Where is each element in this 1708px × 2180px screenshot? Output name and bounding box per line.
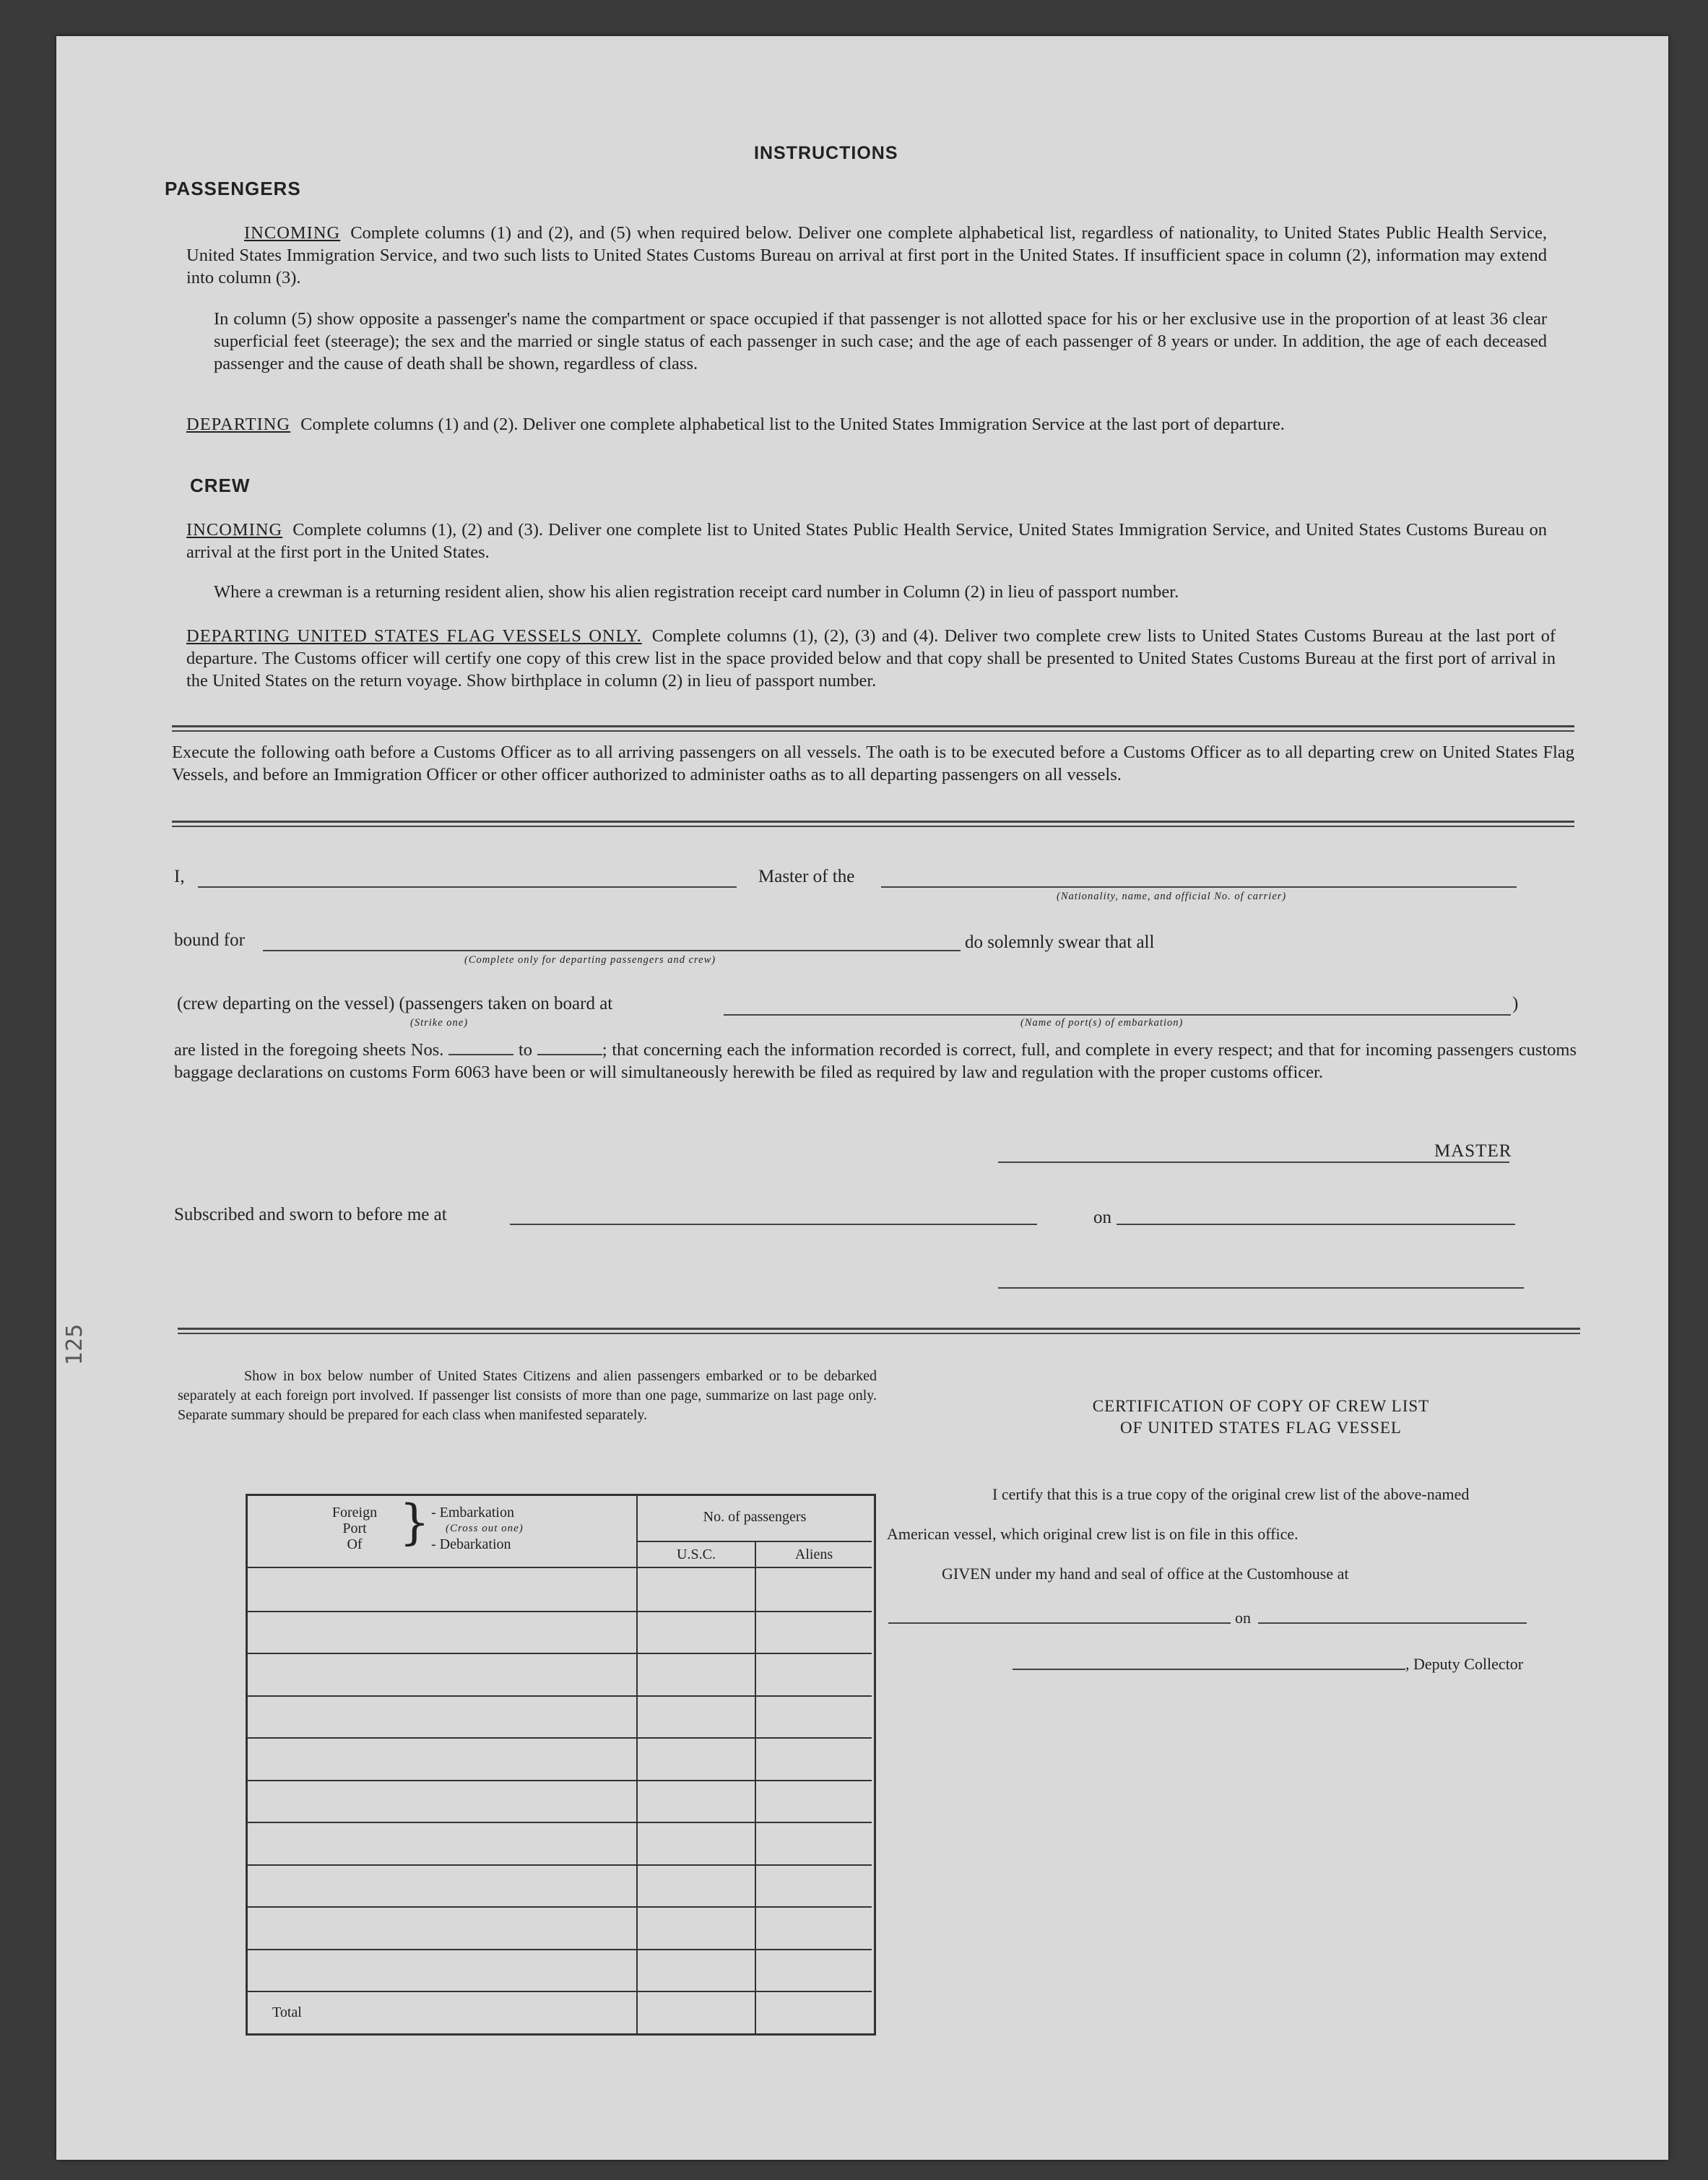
departing-flag-paragraph	[186, 625, 1556, 692]
incoming-passengers-lead: INCOMING	[244, 223, 341, 243]
foreign-port-header	[318, 1505, 391, 1552]
usc-header: U.S.C.	[677, 1547, 716, 1562]
table-row-separator	[248, 1653, 872, 1654]
no-passengers-header: No. of passengers	[703, 1509, 807, 1525]
departing-flag-lead: DEPARTING UNITED STATES FLAG VESSELS ONLY.	[186, 626, 642, 646]
departing-passengers-lead: DEPARTING	[186, 415, 291, 434]
foreign-label: Foreign	[331, 1505, 378, 1521]
port-caption: (Name of port(s) of embarkation)	[1020, 1017, 1184, 1029]
table-header-bottom	[248, 1567, 872, 1568]
section-divider-1	[172, 725, 1574, 732]
sheets-to-label: to	[518, 1040, 532, 1060]
table-row-separator	[248, 1949, 872, 1950]
section-divider-2	[172, 821, 1574, 827]
table-row-separator	[248, 1611, 872, 1612]
departing-passengers-paragraph	[186, 413, 1547, 436]
deputy-collector-signature-field[interactable]	[1013, 1669, 1405, 1670]
passengers-heading: PASSENGERS	[165, 178, 301, 199]
carrier-caption: (Nationality, name, and official No. of carrier)	[1057, 891, 1287, 902]
master-signature-field[interactable]	[998, 1162, 1509, 1163]
certification-line1: I certify that this is a true copy of the original crew list of the above-named	[992, 1485, 1470, 1503]
sworn-on-label: on	[1093, 1208, 1111, 1227]
bound-for-caption: (Complete only for departing passengers and crew)	[464, 954, 716, 966]
brace-glyph: }	[399, 1495, 430, 1550]
certification-title	[936, 1396, 1586, 1439]
close-paren: )	[1512, 994, 1519, 1013]
carrier-field[interactable]	[881, 886, 1517, 888]
summary-instructions: Show in box below number of United States Citizens and alien passengers embarked or to be debarked separately at each foreign port involved. If passenger list consists of more than one page, summarize on last page only. Separate summary should be prepared for each class when manifested separately.	[178, 1368, 877, 1423]
table-row-separator	[248, 1695, 872, 1697]
certification-date-field[interactable]	[1258, 1622, 1527, 1624]
crew-departing-label: (crew departing on the vessel) (passengers taken on board at	[177, 994, 613, 1013]
table-divider-port	[636, 1496, 638, 2033]
master-name-field[interactable]	[198, 886, 737, 888]
column5-paragraph: In column (5) show opposite a passenger's name the compartment or space occupied if that passenger is not allotted space for his or her exclusive use in the proportion of at least 36 clear superficial feet (steerage); the sex and the married or single status of each passenger in such case; and the age of each passenger of 8 years or under. In addition, the age of each deceased passenger and the cause of death shall be shown, regardless of class.	[214, 309, 1547, 373]
total-label: Total	[272, 2004, 302, 2020]
certification-title-line2: OF UNITED STATES FLAG VESSEL	[1120, 1419, 1402, 1437]
certification-on-label: on	[1235, 1609, 1251, 1627]
table-row-separator	[248, 1737, 872, 1739]
master-of-label: Master of the	[758, 867, 855, 886]
sworn-place-field[interactable]	[510, 1224, 1037, 1225]
passenger-summary-table	[246, 1494, 876, 2036]
sworn-date-field[interactable]	[1117, 1224, 1515, 1225]
certification-line2: American vessel, which original crew list is on file in this office.	[887, 1525, 1299, 1543]
table-divider-header	[638, 1541, 872, 1542]
embarkation-option[interactable]: - Embarkation	[431, 1505, 514, 1521]
crew-heading: CREW	[190, 475, 251, 496]
oath-statement-text: ; that concerning each the information recorded is correct, full, and complete in every respect; and that for incoming passengers customs baggage declarations on customs Form 6063 have been or will simultaneously herewith be filed as required by law and regulation with the proper customs officer.	[174, 1040, 1577, 1082]
crewman-paragraph: Where a crewman is a returning resident alien, show his alien registration receipt card number in Column (2) in lieu of passport number.	[214, 582, 1179, 602]
departing-flag-text: Complete columns (1), (2), (3) and (4). Deliver two complete crew lists to United States Customs Bureau at the last port of departure. The Customs officer will certify one copy of this crew list in the space provided below and that copy shall be presented to United States Customs Bureau at the first port of arrival in the United States on the return voyage. Show birthplace in column (2) in lieu of passport number.	[186, 626, 1556, 691]
oath-i-label: I,	[174, 867, 185, 886]
table-row-separator	[248, 1906, 872, 1908]
embark-options	[431, 1505, 524, 1552]
certification-title-line1: CERTIFICATION OF COPY OF CREW LIST	[1092, 1397, 1430, 1415]
table-row-separator	[248, 1780, 872, 1781]
form-page	[56, 36, 1668, 2160]
table-divider-count	[755, 1541, 756, 2033]
incoming-passengers-text: Complete columns (1) and (2), and (5) when required below. Deliver one complete alphabetical list, regardless of nationality, to United States Public Health Service, United States Immigration Service, and two such lists to United States Customs Bureau on arrival at first port in the United States. If insufficient space in column (2), information may extend into column (3).	[186, 223, 1547, 287]
sheets-to-field[interactable]	[537, 1054, 602, 1055]
certification-line3: GIVEN under my hand and seal of office at the Customhouse at	[942, 1565, 1349, 1583]
table-row-separator	[248, 1822, 872, 1823]
incoming-crew-lead: INCOMING	[186, 520, 283, 540]
strike-caption: (Strike one)	[410, 1017, 469, 1029]
bound-for-label: bound for	[174, 930, 245, 950]
debarkation-option[interactable]: - Debarkation	[431, 1536, 511, 1552]
margin-note: 125	[62, 1323, 87, 1365]
subscribed-label: Subscribed and sworn to before me at	[174, 1205, 447, 1224]
table-row-separator	[248, 1991, 872, 1992]
table-row-separator	[248, 1864, 872, 1866]
incoming-passengers-paragraph	[186, 222, 1547, 289]
incoming-crew-text: Complete columns (1), (2) and (3). Deliver one complete list to United States Public Health Service, United States Immigration Service, and United States Customs Bureau on arrival at the first port in the United States.	[186, 520, 1547, 562]
oath-instructions: Execute the following oath before a Customs Officer as to all arriving passengers on all vessels. The oath is to be executed before a Customs Officer as to all departing crew on United States Flag Vessels, and before an Immigration Officer or other officer authorized to administer oaths as to all departing passengers on all vessels.	[172, 743, 1574, 784]
incoming-crew-paragraph	[186, 519, 1547, 563]
cross-out-note: (Cross out one)	[446, 1523, 524, 1534]
sheets-statement	[174, 1039, 1577, 1083]
sheets-pre-label: are listed in the foregoing sheets Nos.	[174, 1040, 444, 1060]
departing-passengers-text: Complete columns (1) and (2). Deliver one complete alphabetical list to the United States Immigration Service at the last port of departure.	[300, 415, 1285, 434]
sheets-from-field[interactable]	[448, 1054, 513, 1055]
aliens-header: Aliens	[794, 1547, 833, 1562]
customhouse-field[interactable]	[888, 1622, 1231, 1624]
officer-signature-field[interactable]	[998, 1287, 1524, 1289]
bound-for-field[interactable]	[263, 950, 961, 951]
section-divider-3	[178, 1328, 1580, 1334]
embarkation-port-field[interactable]	[724, 1014, 1511, 1016]
of-label: Of	[347, 1536, 363, 1552]
deputy-collector-label: , Deputy Collector	[1405, 1655, 1524, 1673]
port-label: Port	[342, 1521, 367, 1536]
instructions-title: INSTRUCTIONS	[754, 143, 898, 163]
master-label: MASTER	[1434, 1141, 1512, 1161]
swear-label: do solemnly swear that all	[965, 933, 1155, 952]
